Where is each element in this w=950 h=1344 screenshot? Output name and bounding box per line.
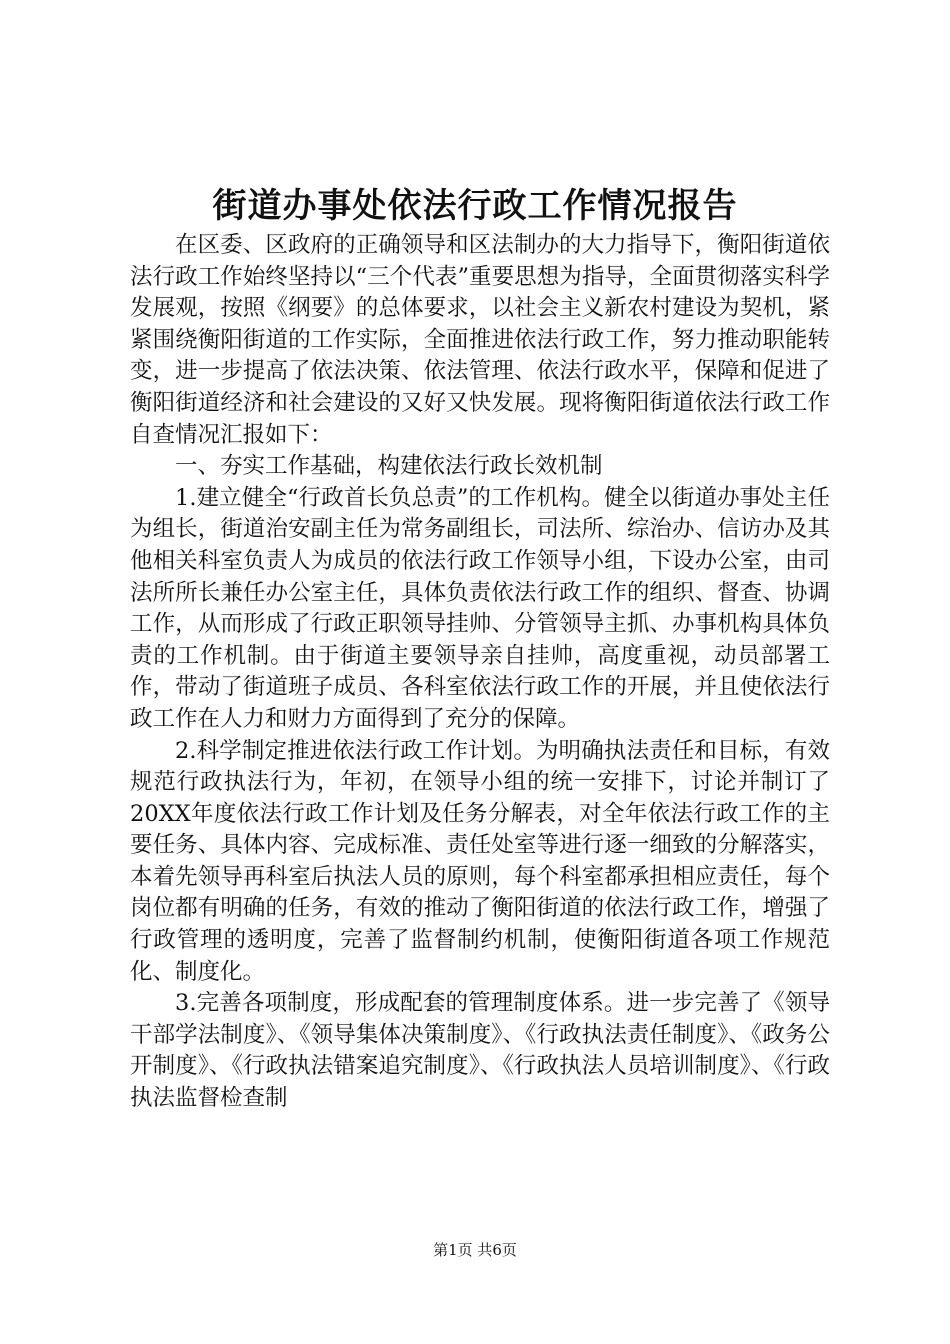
paragraph-intro: 在区委、区政府的正确领导和区法制办的大力指导下，衡阳街道依法行政工作始终坚持以“三个代表”重要思想为指导，全面贯彻落实科学发展观，按照《纲要》的总体要求，以社会主义新农村建设为契机，紧紧围绕衡阳街道的工作实际，全面推进依法行政工作，努力推动职能转变，进一步提高了依法决策、依法管理、依法行政水平，保障和促进了衡阳街道经济和社会建设的又好又快发展。现将衡阳街道依法行政工作自查情况汇报如下：: [130, 232, 830, 448]
document-body: [130, 230, 830, 1115]
document-title: 街道办事处依法行政工作情况报告: [212, 186, 738, 226]
paragraph-item-1: 1.建立健全“行政首长负总责”的工作机构。健全以街道办事处主任为组长，街道治安副主任为常务副组长，司法所、综治办、信访办及其他相关科室负责人为成员的依法行政工作领导小组，下设办公室，由司法所所长兼任办公室主任，具体负责依法行政工作的组织、督查、协调工作，从而形成了行政正职领导挂帅、分管领导主抓、办事机构具体负责的工作机制。由于街道主要领导亲自挂帅，高度重视，动员部署工作，带动了街道班子成员、各科室依法行政工作的开展，并且使依法行政工作在人力和财力方面得到了充分的保障。: [130, 484, 830, 732]
page-number-footer: 第1页 共6页: [433, 1241, 517, 1259]
section-heading-1: 一、夯实工作基础，构建依法行政长效机制: [175, 453, 603, 480]
paragraph-item-2: 2.科学制定推进依法行政工作计划。为明确执法责任和目标，有效规范行政执法行为，年初，在领导小组的统一安排下，讨论并制订了20XX年度依法行政工作计划及任务分解表，对全年依法行政工作的主要任务、具体内容、完成标准、责任处室等进行逐一细致的分解落实，本着先领导再科室后执法人员的原则，每个科室都承担相应责任，每个岗位都有明确的任务，有效的推动了衡阳街道的依法行政工作，增强了行政管理的透明度，完善了监督制约机制，使衡阳街道各项工作规范化、制度化。: [130, 737, 830, 985]
paragraph-item-3: 3.完善各项制度，形成配套的管理制度体系。进一步完善了《领导干部学法制度》、《领导集体决策制度》、《行政执法责任制度》、《政务公开制度》、《行政执法错案追究制度》、《行政执法人员培训制度》、《行政执法监督检查制: [130, 990, 830, 1112]
